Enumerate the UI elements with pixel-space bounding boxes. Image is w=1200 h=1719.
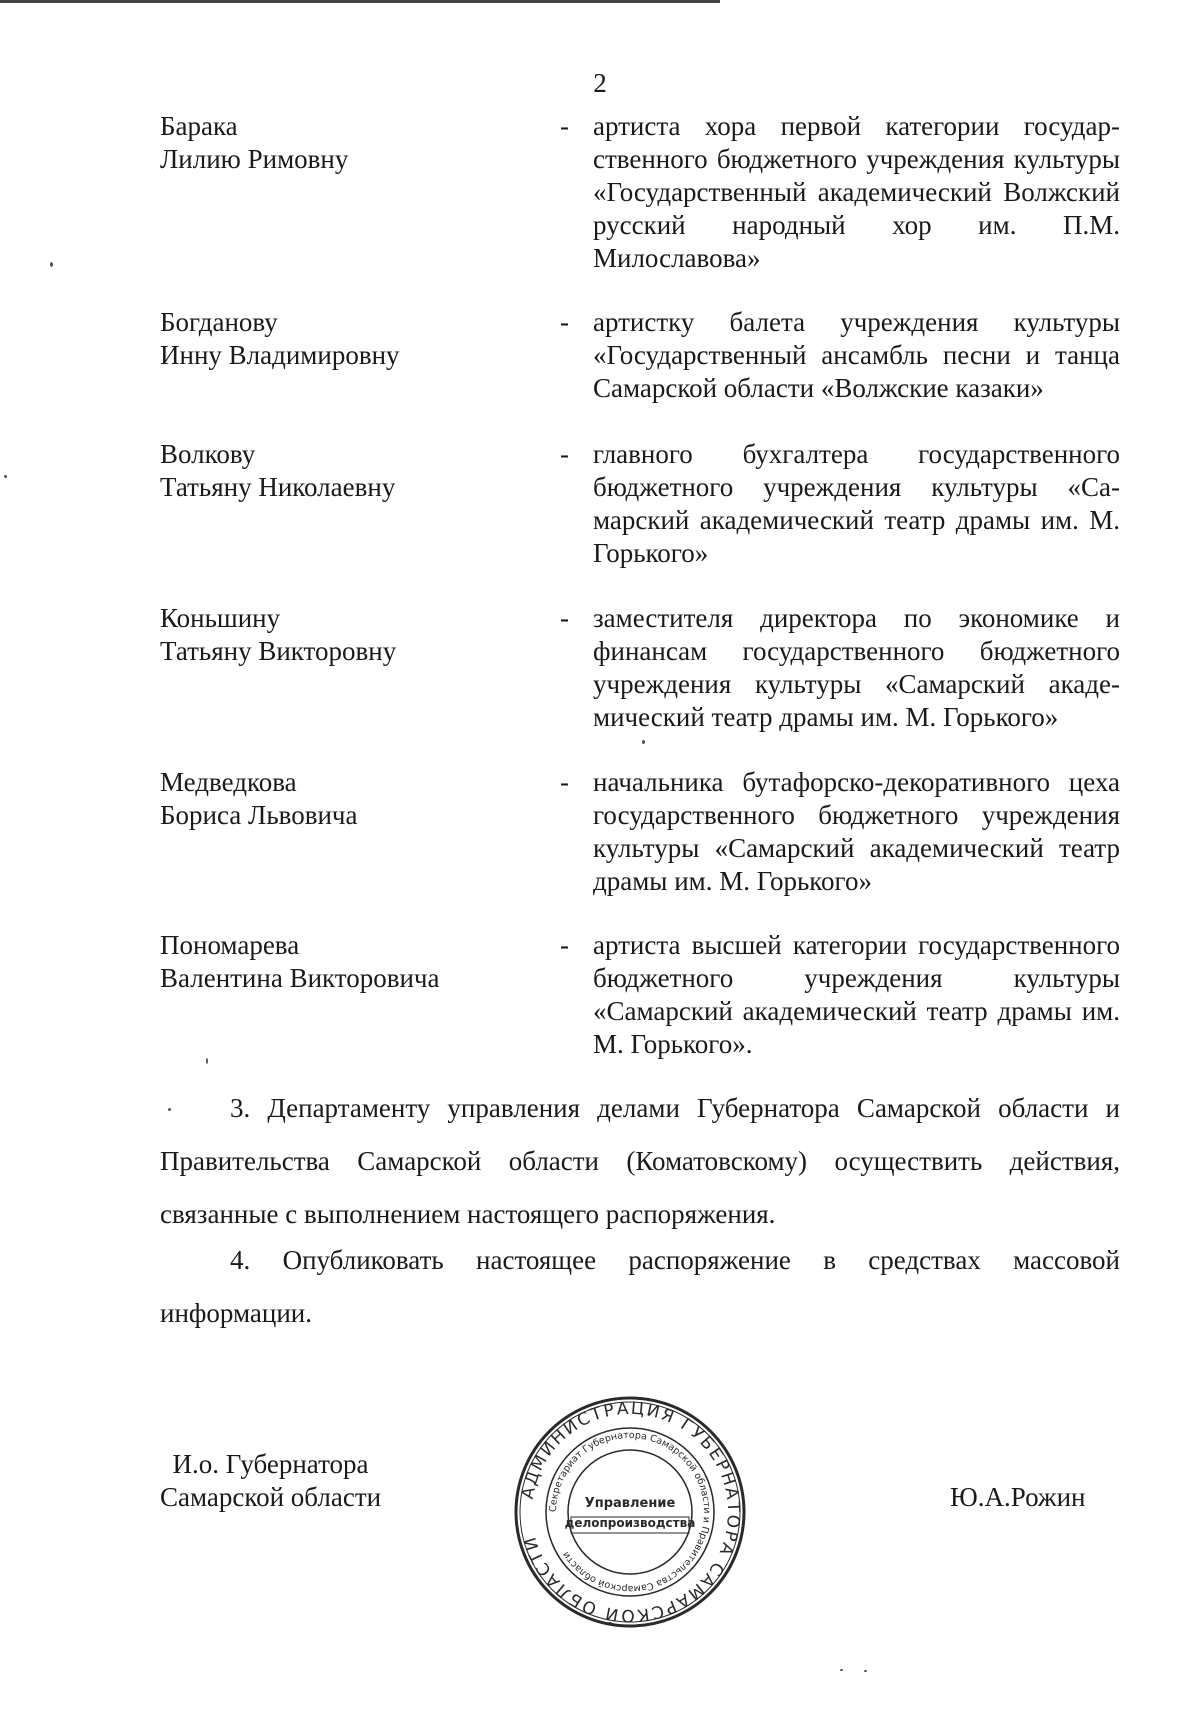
appointee-position: артиста хора первой категории государственного бюджетного учреждения культуры «Государственный академический Волжский русский народный хор им. П.М. Милославова» xyxy=(593,111,1120,273)
signatory-title-line: Самарской области xyxy=(160,1482,382,1512)
appointee-position: артистку балета учреждения культуры «Государственный ансамбль песни и танца Самарской области «Волжские казаки» xyxy=(593,307,1120,403)
appointee-position: начальника бутафорско-декоративного цеха государственного бюджетного учреждения культуры «Самарский академический театр драмы им. М. Горького» xyxy=(593,767,1120,896)
entry-dash: - xyxy=(560,603,569,633)
seal-center-line: делопроизводства xyxy=(564,1516,696,1530)
entry-dash: - xyxy=(560,111,569,141)
appointee-position: заместителя директора по экономике и финансам государственного бюджетного учреждения культуры «Самарский академический театр драмы им. М. Горького» xyxy=(593,603,1120,732)
appointee-position: главного бухгалтера государственного бюджетного учреждения культуры «Самарский академический театр драмы им. М. Горького» xyxy=(593,439,1120,568)
appointee-given-name: Татьяну Николаевну xyxy=(160,472,396,502)
page-number: 2 xyxy=(593,68,607,98)
top-border-line xyxy=(0,0,720,3)
appointee-name xyxy=(160,438,540,504)
signatory-name: Ю.А.Рожин xyxy=(950,1482,1086,1512)
entry-dash: - xyxy=(560,930,569,960)
entry-dash: - xyxy=(560,767,569,797)
paragraph-item-3 xyxy=(160,1082,1120,1241)
appointee-position: артиста высшей категории государственного бюджетного учреждения культуры «Самарский академический театр драмы им. М. Горького». xyxy=(593,930,1120,1059)
appointee-name xyxy=(160,306,540,372)
seal-graphic xyxy=(513,1395,747,1629)
appointee-given-name: Валентина Викторовича xyxy=(160,963,440,993)
seal-inner-ring xyxy=(568,1450,692,1574)
appointee-given-name: Бориса Львовича xyxy=(160,800,358,830)
paragraph-item-4 xyxy=(160,1234,1120,1340)
scan-speck xyxy=(840,1669,843,1671)
scan-speck xyxy=(206,1058,208,1064)
appointee-surname: Барака xyxy=(160,111,238,141)
seal-outer-text: АДМИНИСТРАЦИЯ ГУБЕРНАТОРА САМАРСКОЙ ОБЛАСТИ xyxy=(517,1398,744,1626)
signatory-title xyxy=(160,1448,381,1514)
entry-dash: - xyxy=(560,439,569,469)
scan-speck xyxy=(864,1670,867,1672)
appointee-name xyxy=(160,602,540,668)
appointee-surname: Богданову xyxy=(160,307,278,337)
appointee-given-name: Татьяну Викторовну xyxy=(160,636,397,666)
official-seal xyxy=(513,1395,747,1629)
appointee-name xyxy=(160,110,540,176)
seal-inner-text: Секретариат Губернатора Самарской области и Правительства Самарской области xyxy=(547,1429,713,1595)
paragraph-text: 4. Опубликовать настоящее распоряжение в средствах массовой информации. xyxy=(160,1245,1120,1328)
appointee-name xyxy=(160,929,540,995)
appointee-name xyxy=(160,766,540,832)
scan-speck xyxy=(642,740,645,744)
paragraph-text: 3. Департаменту управления делами Губернатора Самарской области и Правительства Самарской области (Коматовскому) осуществить действия, связанные с выполнением настоящего распоряжения. xyxy=(160,1093,1120,1229)
scan-speck xyxy=(4,475,7,478)
signatory-title-line: И.о. Губернатора xyxy=(172,1449,369,1479)
scan-speck xyxy=(168,1108,171,1111)
appointee-surname: Волкову xyxy=(160,439,256,469)
appointee-surname: Медведкова xyxy=(160,767,297,797)
appointee-surname: Пономарева xyxy=(160,930,300,960)
seal-center-line: Управление xyxy=(584,1496,676,1511)
seal-middle-ring xyxy=(546,1428,714,1596)
appointee-given-name: Лилию Римовну xyxy=(160,144,349,174)
appointee-given-name: Инну Владимировну xyxy=(160,340,400,370)
appointee-surname: Коньшину xyxy=(160,603,281,633)
entry-dash: - xyxy=(560,307,569,337)
scan-speck xyxy=(50,262,53,267)
